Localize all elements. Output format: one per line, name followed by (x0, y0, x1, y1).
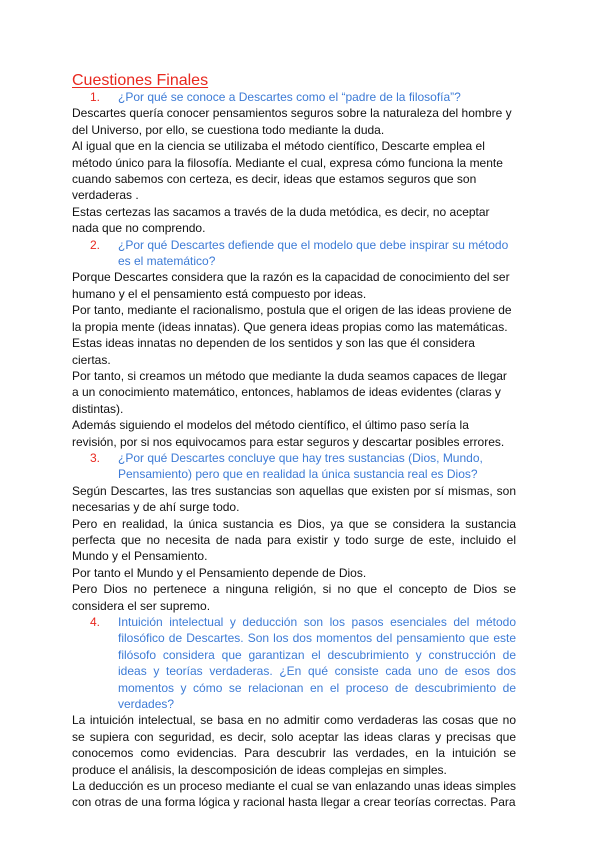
answer-paragraph: La intuición intelectual, se basa en no admitir como verdaderas las cosas que no se supiera con seguridad, es decir, solo aceptar las ideas claras y precisas que conocemos como evidencias. Para descubrir las verdades, en la intuición se produce el análisis, la descomposición de ideas complejas en simples. (72, 713, 516, 777)
answer-paragraph: La deducción es un proceso mediante el cual se van enlazando unas ideas simples con otras de una forma lógica y racional hasta llegar a crear teorías correctas. Para (72, 779, 516, 810)
question-text: ¿Por qué Descartes defiende que el modelo que debe inspirar su método es el matemático? (118, 237, 509, 269)
question-3 (72, 450, 516, 483)
answer-paragraph: Pero Dios no pertenece a ninguna religión, si no que el concepto de Dios se considera el ser supremo. (72, 582, 516, 613)
question-number: 3. (90, 450, 101, 465)
answer-paragraph: Por tanto, si creamos un método que mediante la duda seamos capaces de llegar a un conocimiento matemático, entonces, hablamos de ideas evidentes (claras y distintas). (72, 368, 507, 416)
answer-paragraph: Estas certezas las sacamos a través de la duda metódica, es decir, no aceptar nada que no comprendo. (72, 204, 490, 236)
question-1 (72, 89, 516, 105)
answer-paragraph: Estas ideas innatas no dependen de los sentidos y son las que él considera ciertas. (72, 336, 475, 367)
answer-paragraph: Por tanto el Mundo y el Pensamiento depende de Dios. (72, 565, 367, 580)
question-text: ¿Por qué Descartes concluye que hay tres sustancias (Dios, Mundo, Pensamiento) pero que en realidad la única sustancia real es Dios? (118, 450, 483, 482)
answer-paragraph: Al igual que en la ciencia se utilizaba el método científico, Descarte emplea el método único para la filosofía. Mediante el cual, expresa cómo funciona la mente cuando sabemos con certeza, es decir, ideas que estamos seguros que son verdaderas . (72, 139, 503, 203)
question-4 (72, 614, 516, 712)
question-text: ¿Por qué se conoce a Descartes como el “padre de la filosofía”? (118, 90, 461, 104)
question-number: 2. (90, 237, 101, 252)
document-body (72, 89, 516, 811)
document-title: Cuestiones Finales (72, 72, 209, 89)
question-number: 1. (90, 90, 101, 104)
answer-paragraph: Además siguiendo el modelos del método científico, el último paso sería la revisión, por si nos equivocamos para estar seguros y descartar posibles errores. (72, 418, 505, 449)
answer-paragraph: Descartes quería conocer pensamientos seguros sobre la naturaleza del hombre y del Universo, por ello, se cuestiona todo mediante la duda. (72, 106, 512, 137)
question-number: 4. (90, 615, 101, 629)
answer-paragraph: Porque Descartes considera que la razón es la capacidad de conocimiento del ser humano y el el pensamiento está compuesto por ideas. (72, 270, 510, 301)
answer-paragraph: Pero en realidad, la única sustancia es Dios, ya que se considera la sustancia perfecta que no necesita de nada para existir y todo surge de este, incluido el Mundo y el Pensamiento. (72, 516, 516, 564)
question-2 (72, 237, 516, 270)
answer-paragraph: Según Descartes, las tres sustancias son aquellas que existen por sí mismas, son necesarias y de ahí surge todo. (72, 483, 516, 515)
question-text: Intuición intelectual y deducción son los pasos esenciales del método filosófico de Descartes. Son los dos momentos del pensamiento que este filósofo considera que garantizan el descubrimiento y construcción de ideas y teorías verdaderas. ¿En qué consiste cada uno de esos dos momentos y cómo se relacionan en el proceso de descubrimiento de verdades? (118, 615, 516, 712)
answer-paragraph: Por tanto, mediante el racionalismo, postula que el origen de las ideas proviene de la propia mente (ideas innatas). Que genera ideas propias como las matemáticas. (72, 303, 512, 334)
